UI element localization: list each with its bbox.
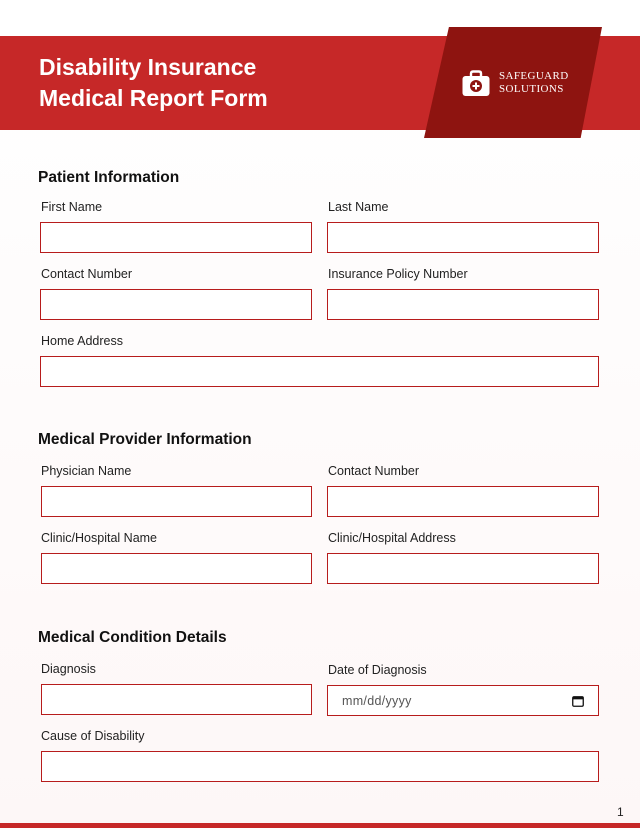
- last-name-field[interactable]: [327, 222, 599, 253]
- diagnosis-label: Diagnosis: [41, 662, 96, 676]
- diagnosis-field[interactable]: [41, 684, 312, 715]
- logo-line-1: SAFEGUARD: [499, 70, 569, 82]
- cause-label: Cause of Disability: [41, 729, 145, 743]
- clinic-address-field[interactable]: [327, 553, 599, 584]
- first-name-field[interactable]: [40, 222, 312, 253]
- clinic-name-label: Clinic/Hospital Name: [41, 531, 158, 545]
- bottom-accent-bar: [0, 823, 640, 828]
- policy-number-field[interactable]: [327, 289, 599, 320]
- clinic-name-field[interactable]: [41, 553, 312, 584]
- page-title: [39, 52, 379, 114]
- diagnosis-date-field[interactable]: [327, 685, 599, 716]
- first-name-label: First Name: [41, 200, 103, 214]
- page-number: 1: [617, 805, 624, 819]
- provider-contact-label: Contact Number: [328, 464, 420, 478]
- company-logo-text: [499, 70, 569, 96]
- title-line-1: Disability Insurance: [39, 54, 257, 80]
- cause-field[interactable]: [41, 751, 599, 782]
- physician-name-field[interactable]: [41, 486, 312, 517]
- home-address-field[interactable]: [40, 356, 599, 387]
- section-title-provider: Medical Provider Information: [38, 431, 252, 448]
- diagnosis-date-label: Date of Diagnosis: [328, 663, 427, 677]
- section-title-condition: Medical Condition Details: [38, 629, 227, 646]
- section-title-patient: Patient Information: [38, 169, 180, 186]
- policy-number-label: Insurance Policy Number: [328, 267, 468, 281]
- home-address-label: Home Address: [41, 334, 123, 348]
- provider-contact-field[interactable]: [327, 486, 599, 517]
- title-line-2: Medical Report Form: [39, 85, 268, 111]
- calendar-icon[interactable]: [572, 695, 584, 707]
- physician-name-label: Physician Name: [41, 464, 132, 478]
- patient-contact-label: Contact Number: [41, 267, 133, 281]
- clinic-address-label: Clinic/Hospital Address: [328, 531, 456, 545]
- last-name-label: Last Name: [328, 200, 389, 214]
- logo-line-2: SOLUTIONS: [499, 83, 564, 95]
- patient-contact-field[interactable]: [40, 289, 312, 320]
- date-placeholder: mm/dd/yyyy: [342, 693, 412, 708]
- medical-bag-icon: [461, 68, 491, 98]
